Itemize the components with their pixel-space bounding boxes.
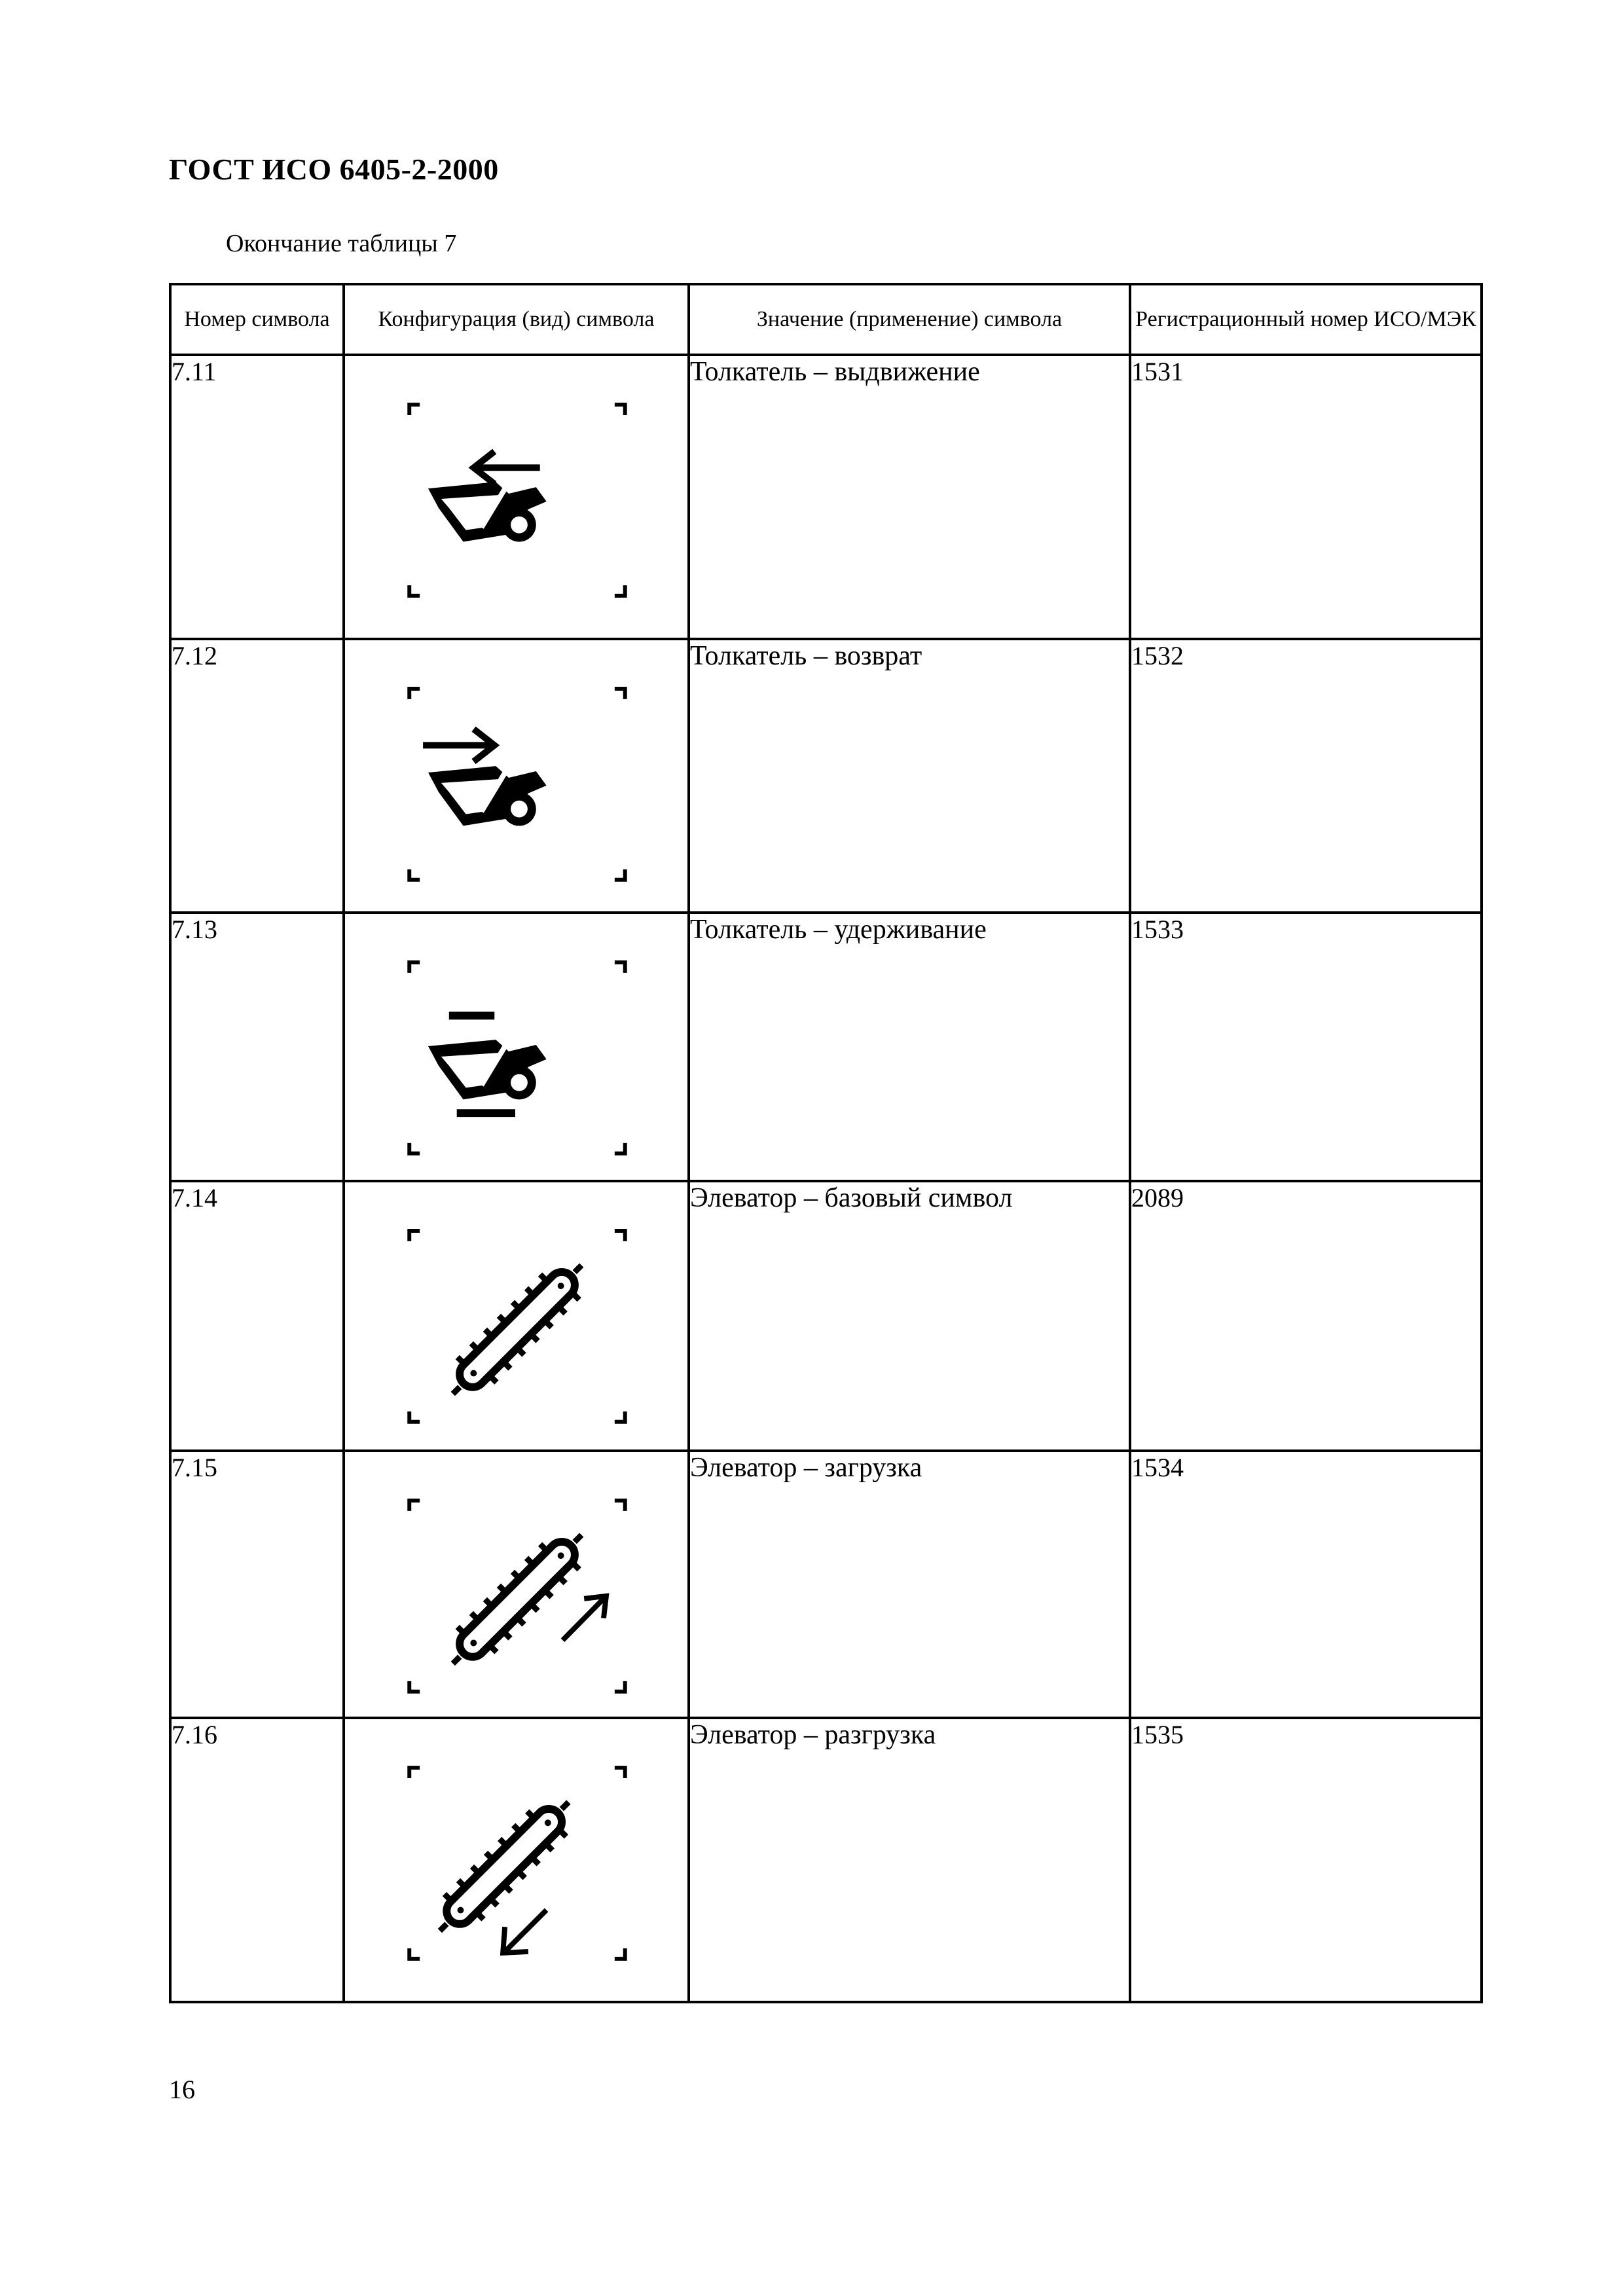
- symbol-meaning: Элеватор – загрузка: [689, 1451, 1130, 1718]
- symbol-cell: [344, 639, 689, 913]
- header-meaning: Значение (применение) символа: [689, 284, 1130, 355]
- table-row: [170, 639, 1482, 913]
- symbol-meaning: Толкатель – выдвижение: [689, 355, 1130, 639]
- symbols-table: [169, 283, 1483, 2003]
- table-row: [170, 1181, 1482, 1451]
- registration-number: 1533: [1130, 913, 1482, 1181]
- symbol-number: 7.11: [170, 355, 344, 639]
- registration-number: 1534: [1130, 1451, 1482, 1718]
- symbol-meaning: Элеватор – разгрузка: [689, 1718, 1130, 2002]
- symbol-number: 7.16: [170, 1718, 344, 2002]
- symbol-cell: [344, 1718, 689, 2002]
- page-number: 16: [169, 2075, 195, 2104]
- symbol-number: 7.12: [170, 639, 344, 913]
- table-row: [170, 1718, 1482, 2002]
- registration-number: 1531: [1130, 355, 1482, 639]
- symbol-meaning: Толкатель – удерживание: [689, 913, 1130, 1181]
- table-caption: Окончание таблицы 7: [226, 230, 457, 257]
- symbol-cell: [344, 1451, 689, 1718]
- pusher-extend-icon: [345, 356, 687, 638]
- document-header: ГОСТ ИСО 6405-2-2000: [169, 153, 499, 186]
- table-row: [170, 355, 1482, 639]
- header-number: Номер символа: [170, 284, 344, 355]
- registration-number: 2089: [1130, 1181, 1482, 1451]
- table-header-row: [170, 284, 1482, 355]
- elevator-load-icon: [345, 1452, 687, 1717]
- registration-number: 1535: [1130, 1718, 1482, 2002]
- header-registration: Регистрационный номер ИСО/МЭК: [1130, 284, 1482, 355]
- table-row: [170, 913, 1482, 1181]
- symbol-cell: [344, 913, 689, 1181]
- symbol-number: 7.15: [170, 1451, 344, 1718]
- symbol-cell: [344, 355, 689, 639]
- symbol-number: 7.13: [170, 913, 344, 1181]
- registration-number: 1532: [1130, 639, 1482, 913]
- symbol-meaning: Элеватор – базовый символ: [689, 1181, 1130, 1451]
- header-configuration: Конфигурация (вид) символа: [344, 284, 689, 355]
- pusher-hold-icon: [345, 914, 687, 1180]
- elevator-unload-icon: [345, 1719, 687, 2001]
- elevator-basic-icon: [345, 1182, 687, 1449]
- symbol-number: 7.14: [170, 1181, 344, 1451]
- symbol-meaning: Толкатель – возврат: [689, 639, 1130, 913]
- symbol-cell: [344, 1181, 689, 1451]
- table-row: [170, 1451, 1482, 1718]
- pusher-retract-icon: [345, 640, 687, 911]
